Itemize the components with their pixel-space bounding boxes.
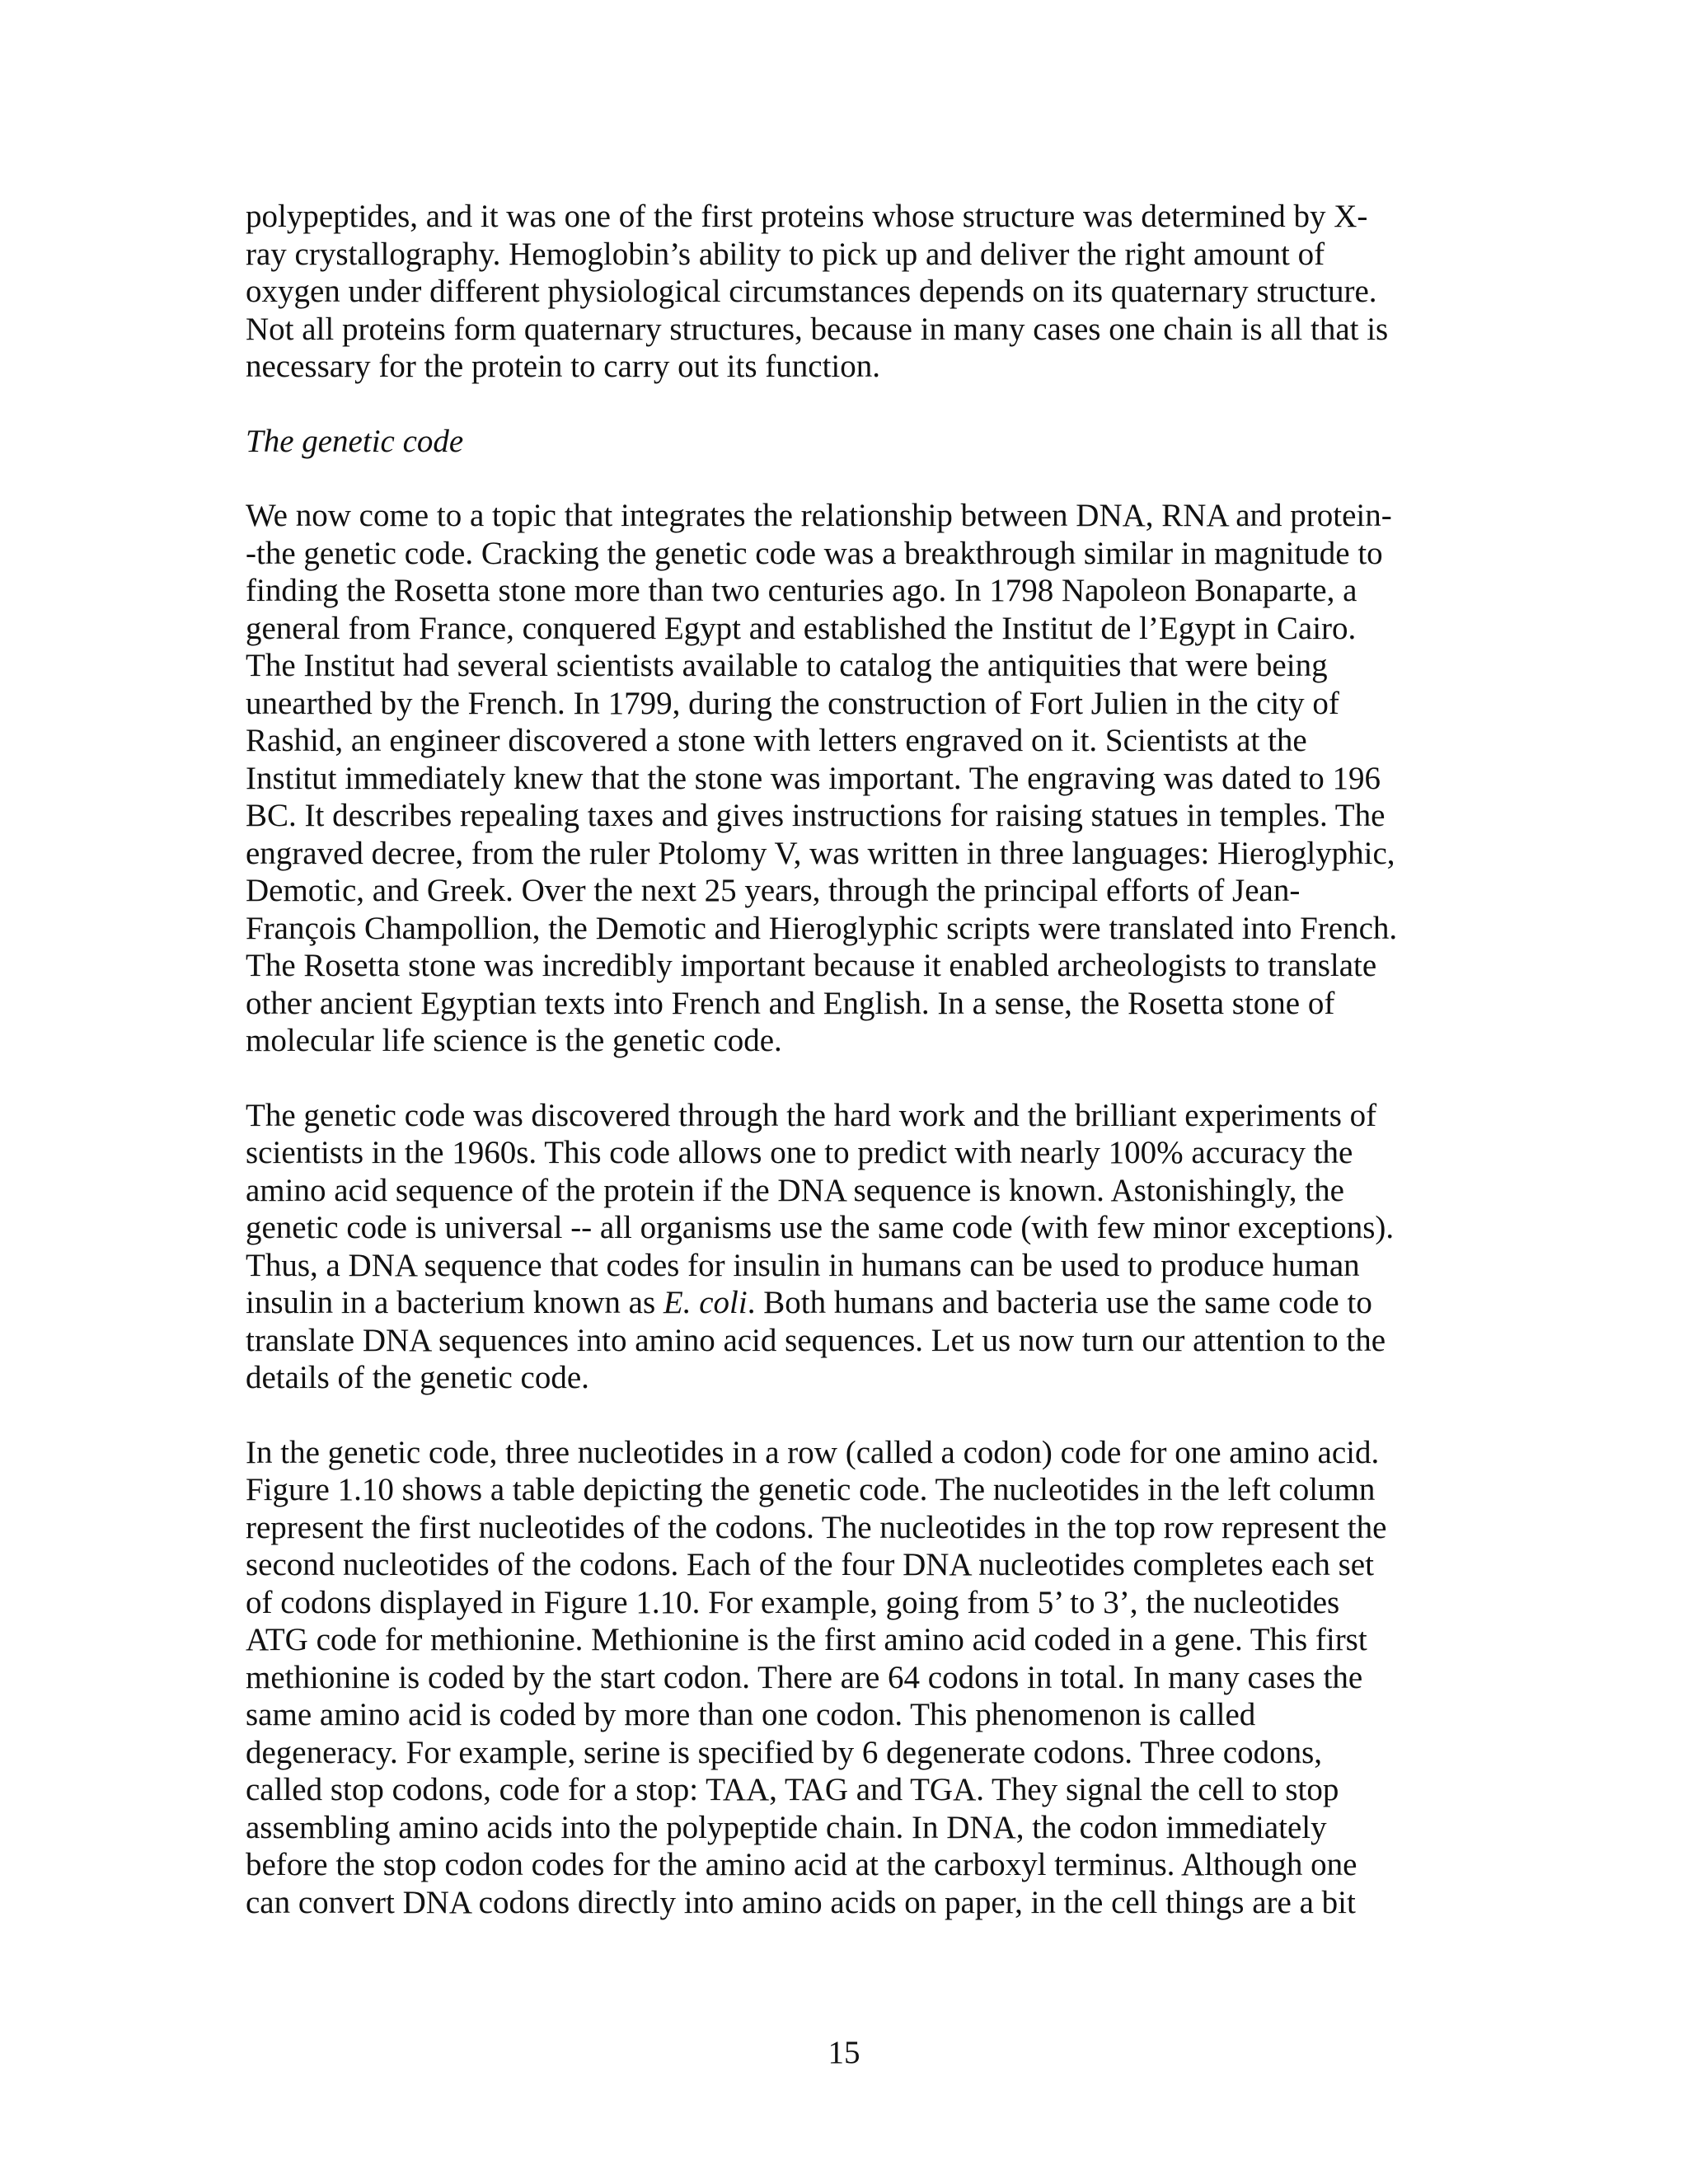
text-line: Institut immediately knew that the stone was important. The engraving was dated to 196 bbox=[246, 760, 1381, 796]
text-line-ecoli bbox=[246, 1284, 1449, 1322]
text-line: finding the Rosetta stone more than two centuries ago. In 1798 Napoleon Bonaparte, a bbox=[246, 573, 1357, 608]
text-line: second nucleotides of the codons. Each of the four DNA nucleotides completes each set bbox=[246, 1547, 1374, 1582]
text-line: before the stop codon codes for the amino acid at the carboxyl terminus. Although one bbox=[246, 1847, 1357, 1882]
text-line: BC. It describes repealing taxes and gives instructions for raising statues in temples. The bbox=[246, 798, 1386, 833]
text-line: assembling amino acids into the polypeptide chain. In DNA, the codon immediately bbox=[246, 1809, 1327, 1845]
text-line: methionine is coded by the start codon. There are 64 codons in total. In many cases the bbox=[246, 1659, 1363, 1695]
text-line: Demotic, and Greek. Over the next 25 years, through the principal efforts of Jean- bbox=[246, 873, 1301, 908]
text-line: of codons displayed in Figure 1.10. For example, going from 5’ to 3’, the nucleotides bbox=[246, 1584, 1340, 1620]
text-line: Rashid, an engineer discovered a stone with letters engraved on it. Scientists at the bbox=[246, 723, 1307, 758]
species-name: E. coli bbox=[663, 1285, 748, 1320]
paragraph-genetic-code-discovery bbox=[246, 1097, 1449, 1397]
text-line: genetic code is universal -- all organisms use the same code (with few minor exceptions). bbox=[246, 1210, 1395, 1245]
text-run: insulin in a bacterium known as bbox=[246, 1285, 663, 1320]
text-line: degeneracy. For example, serine is specified by 6 degenerate codons. Three codons, bbox=[246, 1734, 1323, 1770]
page-number: 15 bbox=[828, 2035, 860, 2070]
text-line: can convert DNA codons directly into amino acids on paper, in the cell things are a bit bbox=[246, 1884, 1356, 1920]
text-line: other ancient Egyptian texts into French and English. In a sense, the Rosetta stone of bbox=[246, 985, 1335, 1021]
text-line: oxygen under different physiological circumstances depends on its quaternary structure. bbox=[246, 274, 1377, 309]
paragraph-hemoglobin bbox=[246, 198, 1449, 386]
text-line: polypeptides, and it was one of the first proteins whose structure was determined by X- bbox=[246, 199, 1368, 234]
text-line: unearthed by the French. In 1799, during the construction of Fort Julien in the city of bbox=[246, 685, 1339, 721]
text-line: details of the genetic code. bbox=[246, 1360, 589, 1395]
text-line: scientists in the 1960s. This code allows one to predict with nearly 100% accuracy the bbox=[246, 1135, 1353, 1170]
text-line: The Rosetta stone was incredibly important because it enabled archeologists to translate bbox=[246, 948, 1377, 983]
paragraph-rosetta-stone bbox=[246, 497, 1449, 1060]
text-line: François Champollion, the Demotic and Hieroglyphic scripts were translated into French. bbox=[246, 910, 1398, 946]
text-line: Figure 1.10 shows a table depicting the genetic code. The nucleotides in the left column bbox=[246, 1472, 1376, 1507]
text-line: amino acid sequence of the protein if the DNA sequence is known. Astonishingly, the bbox=[246, 1172, 1344, 1208]
text-line: Thus, a DNA sequence that codes for insulin in humans can be used to produce human bbox=[246, 1247, 1360, 1283]
text-run: . Both humans and bacteria use the same code to bbox=[747, 1285, 1372, 1320]
page-body bbox=[246, 198, 1449, 1958]
text-line: ray crystallography. Hemoglobin’s ability to pick up and deliver the right amount of bbox=[246, 236, 1325, 272]
text-line: In the genetic code, three nucleotides in a row (called a codon) code for one amino acid. bbox=[246, 1434, 1380, 1470]
text-line: general from France, conquered Egypt and established the Institut de l’Egypt in Cairo. bbox=[246, 610, 1357, 646]
text-line: The genetic code was discovered through the hard work and the brilliant experiments of bbox=[246, 1097, 1377, 1133]
text-line: called stop codons, code for a stop: TAA, TAG and TGA. They signal the cell to stop bbox=[246, 1772, 1339, 1807]
section-heading: The genetic code bbox=[246, 423, 464, 459]
paragraph-codons bbox=[246, 1434, 1449, 1922]
text-line: translate DNA sequences into amino acid sequences. Let us now turn our attention to the bbox=[246, 1322, 1386, 1358]
text-line: ATG code for methionine. Methionine is the first amino acid coded in a gene. This first bbox=[246, 1622, 1367, 1657]
text-line: Not all proteins form quaternary structures, because in many cases one chain is all that is bbox=[246, 311, 1389, 347]
text-line: -the genetic code. Cracking the genetic code was a breakthrough similar in magnitude to bbox=[246, 535, 1383, 571]
text-line: molecular life science is the genetic code. bbox=[246, 1023, 782, 1058]
text-line: same amino acid is coded by more than one codon. This phenomenon is called bbox=[246, 1697, 1256, 1732]
text-line: The Institut had several scientists available to catalog the antiquities that were being bbox=[246, 648, 1328, 683]
text-line: We now come to a topic that integrates the relationship between DNA, RNA and protein- bbox=[246, 498, 1392, 533]
text-line: represent the first nucleotides of the codons. The nucleotides in the top row represent the bbox=[246, 1509, 1387, 1545]
text-line: engraved decree, from the ruler Ptolomy V, was written in three languages: Hieroglyphic, bbox=[246, 835, 1395, 871]
text-line: necessary for the protein to carry out its function. bbox=[246, 349, 881, 384]
